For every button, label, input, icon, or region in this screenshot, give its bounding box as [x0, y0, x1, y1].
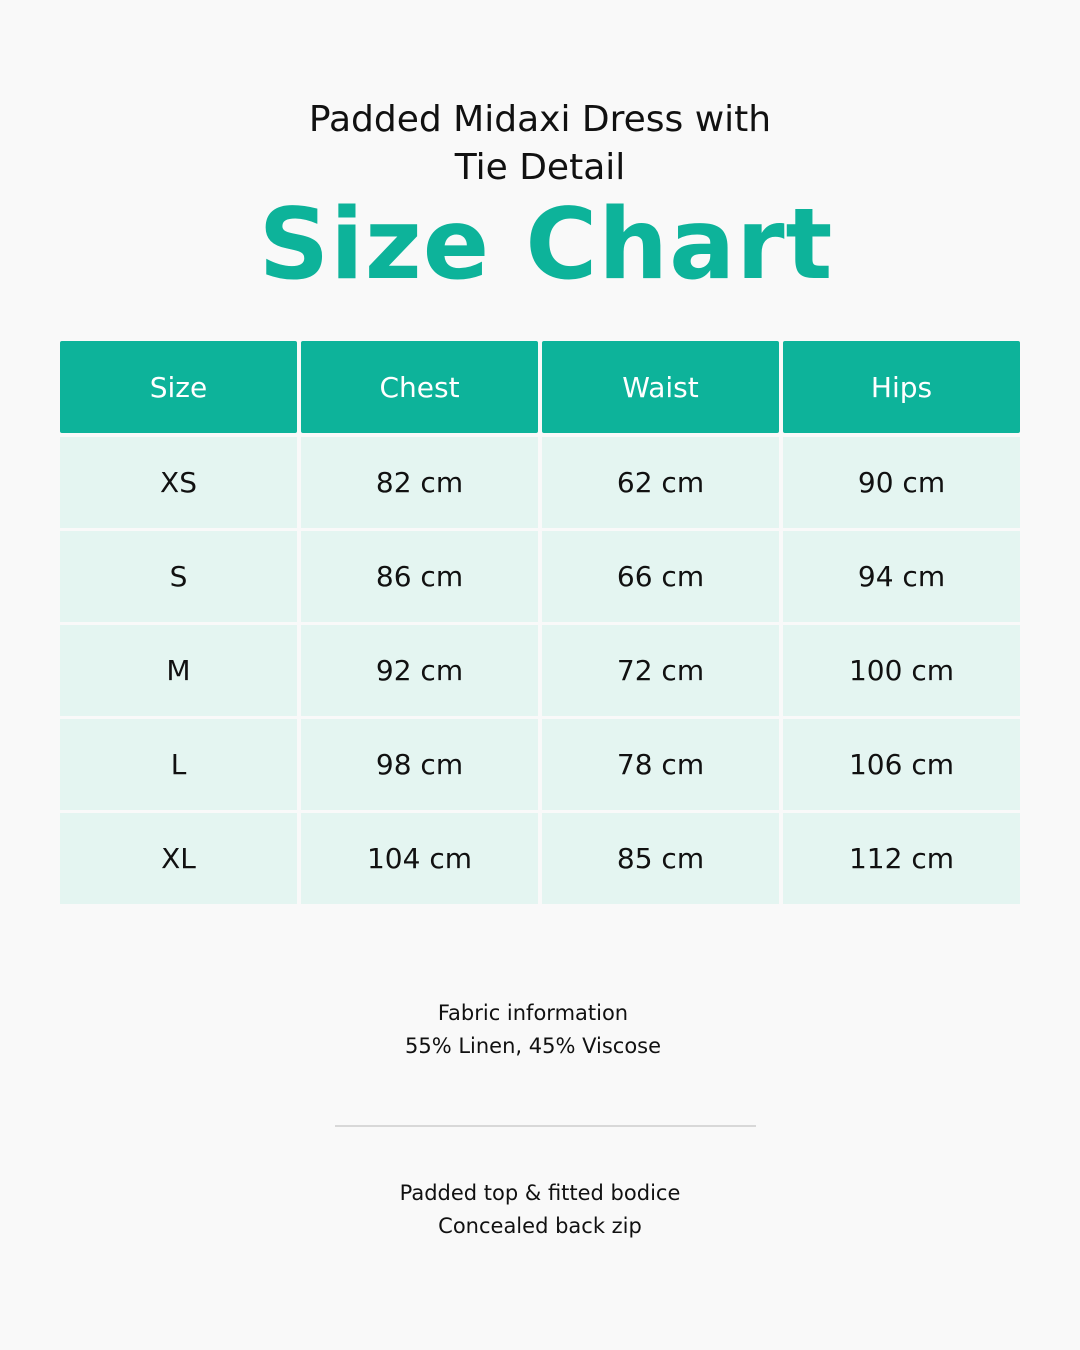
cell-chest: 104 cm	[301, 813, 538, 904]
cell-waist: 66 cm	[542, 531, 779, 622]
cell-waist: 78 cm	[542, 719, 779, 810]
cell-size: XS	[60, 437, 297, 528]
cell-size: L	[60, 719, 297, 810]
fabric-info	[0, 997, 1066, 1063]
header-chest: Chest	[301, 341, 538, 433]
size-table	[60, 341, 1020, 907]
product-title	[0, 96, 1080, 192]
cell-size: S	[60, 531, 297, 622]
product-title-line-2: Tie Detail	[454, 147, 626, 188]
cell-hips: 100 cm	[783, 625, 1020, 716]
cell-hips: 94 cm	[783, 531, 1020, 622]
header-waist: Waist	[542, 341, 779, 433]
cell-chest: 92 cm	[301, 625, 538, 716]
cell-chest: 86 cm	[301, 531, 538, 622]
cell-waist: 62 cm	[542, 437, 779, 528]
header-size: Size	[60, 341, 297, 433]
divider	[335, 1125, 756, 1127]
cell-chest: 82 cm	[301, 437, 538, 528]
cell-waist: 72 cm	[542, 625, 779, 716]
table-header-row	[60, 341, 1020, 433]
cell-waist: 85 cm	[542, 813, 779, 904]
table-row	[60, 719, 1020, 810]
header-hips: Hips	[783, 341, 1020, 433]
table-row	[60, 625, 1020, 716]
cell-chest: 98 cm	[301, 719, 538, 810]
cell-size: XL	[60, 813, 297, 904]
fabric-info-label: Fabric information	[437, 1001, 629, 1025]
feature-line-1: Padded top & fitted bodice	[399, 1181, 681, 1205]
product-title-line-1: Padded Midaxi Dress with	[308, 99, 772, 140]
fabric-composition: 55% Linen, 45% Viscose	[404, 1034, 662, 1058]
table-row	[60, 437, 1020, 528]
product-features	[0, 1177, 1080, 1243]
size-chart-heading: Size Chart	[258, 188, 834, 302]
feature-line-2: Concealed back zip	[438, 1214, 642, 1238]
cell-size: M	[60, 625, 297, 716]
table-row	[60, 813, 1020, 904]
cell-hips: 112 cm	[783, 813, 1020, 904]
cell-hips: 106 cm	[783, 719, 1020, 810]
cell-hips: 90 cm	[783, 437, 1020, 528]
table-row	[60, 531, 1020, 622]
